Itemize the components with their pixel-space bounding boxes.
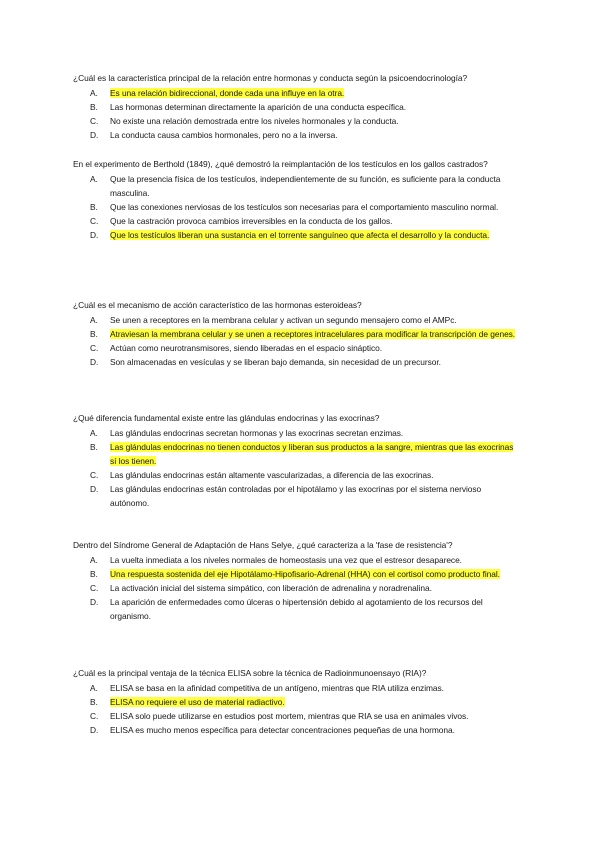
option-b: B. Que las conexiones nerviosas de los testículos son necesarias para el comportamiento masculino normal. (90, 202, 499, 212)
option-text: La activación inicial del sistema simpático, con liberación de adrenalina y noradrenalina. (110, 583, 432, 593)
option-a: A. La vuelta inmediata a los niveles normales de homeostasis una vez que el estresor desaparece. (90, 555, 462, 565)
options-list (73, 172, 513, 242)
option-text-highlighted: Es una relación bidireccional, donde cada una influye en la otra. (110, 88, 345, 98)
option-text: No existe una relación demostrada entre los niveles hormonales y la conducta. (110, 116, 399, 126)
option-text: La vuelta inmediata a los niveles normales de homeostasis una vez que el estresor desaparece. (110, 555, 462, 565)
option-b: B. Una respuesta sostenida del eje Hipotálamo-Hipofisario-Adrenal (HHA) con el cortisol como producto final. (90, 569, 500, 579)
option-d: D. ELISA es mucho menos específica para detectar concentraciones pequeñas de una hormona. (90, 725, 455, 735)
option-b: B. Las glándulas endocrinas no tienen conductos y liberan sus productos a la sangre, mientras que las exocrinas sí los tienen. (90, 442, 514, 466)
question-1 (73, 71, 523, 142)
option-c: C. La activación inicial del sistema simpático, con liberación de adrenalina y noradrenalina. (90, 583, 432, 593)
question-text: Dentro del Síndrome General de Adaptación de Hans Selye, ¿qué caracteriza a la 'fase de resistencia'? (73, 540, 453, 550)
option-c: C. Actúan como neurotransmisores, siendo liberadas en el espacio sináptico. (90, 343, 382, 353)
option-text-highlighted: Una respuesta sostenida del eje Hipotálamo-Hipofisario-Adrenal (HHA) con el cortisol como producto final. (110, 569, 500, 579)
option-c: C. Que la castración provoca cambios irreversibles en la conducta de los gallos. (90, 216, 393, 226)
option-text: Que las conexiones nerviosas de los testículos son necesarias para el comportamiento masculino normal. (110, 202, 499, 212)
option-text: ELISA solo puede utilizarse en estudios post mortem, mientras que RIA se usa en animales vivos. (110, 711, 469, 721)
option-b: B. Las hormonas determinan directamente la aparición de una conducta específica. (90, 102, 406, 112)
option-text-highlighted: ELISA no requiere el uso de material radiactivo. (110, 697, 285, 707)
option-b: B. ELISA no requiere el uso de material radiactivo. (90, 697, 285, 707)
options-list (73, 86, 523, 142)
option-d: D. La aparición de enfermedades como úlceras o hipertensión debido al agotamiento de los recursos del organismo. (90, 597, 483, 621)
option-text: ELISA se basa en la afinidad competitiva de un antígeno, mientras que RIA utiliza enzimas. (110, 683, 444, 693)
option-d: D. Son almacenadas en vesículas y se liberan bajo demanda, sin necesidad de un precursor. (90, 357, 441, 367)
option-a: A. Es una relación bidireccional, donde cada una influye en la otra. (90, 88, 345, 98)
question-5 (73, 538, 525, 623)
question-text: ¿Cuál es la principal ventaja de la técnica ELISA sobre la técnica de Radioinmunoensayo (RIA)? (73, 668, 427, 678)
question-text: En el experimento de Berthold (1849), ¿qué demostró la reimplantación de los testículos en los gallos castrados? (73, 159, 488, 169)
option-text: Se unen a receptores en la membrana celular y activan un segundo mensajero como el AMPc. (110, 315, 457, 325)
options-list (73, 313, 523, 369)
option-b: B. Atraviesan la membrana celular y se unen a receptores intracelulares para modificar la transcripción de genes. (90, 329, 516, 339)
options-list (73, 426, 521, 510)
option-text: Que la castración provoca cambios irreversibles en la conducta de los gallos. (110, 216, 393, 226)
options-list (73, 553, 525, 623)
option-text-highlighted: Atraviesan la membrana celular y se unen a receptores intracelulares para modificar la transcripción de genes. (110, 329, 516, 339)
option-d: D. La conducta causa cambios hormonales, pero no a la inversa. (90, 130, 338, 140)
option-text: Las hormonas determinan directamente la aparición de una conducta específica. (110, 102, 406, 112)
option-c: C. Las glándulas endocrinas están altamente vascularizadas, a diferencia de las exocrinas. (90, 470, 434, 480)
option-c: C. ELISA solo puede utilizarse en estudios post mortem, mientras que RIA se usa en animales vivos. (90, 711, 469, 721)
question-6 (73, 666, 523, 737)
option-d: D. Las glándulas endocrinas están controladas por el hipotálamo y las exocrinas por el sistema nervioso autónomo. (90, 484, 482, 508)
question-text: ¿Cuál es el mecanismo de acción característico de las hormonas esteroideas? (73, 300, 362, 310)
option-text: ELISA es mucho menos específica para detectar concentraciones pequeñas de una hormona. (110, 725, 455, 735)
option-text: La conducta causa cambios hormonales, pero no a la inversa. (110, 130, 338, 140)
option-a: A. ELISA se basa en la afinidad competitiva de un antígeno, mientras que RIA utiliza enzimas. (90, 683, 444, 693)
option-text-highlighted: Las glándulas endocrinas no tienen conductos y liberan sus productos a la sangre, mientras que las exocrinas sí los tienen. (110, 442, 514, 466)
option-text: Actúan como neurotransmisores, siendo liberadas en el espacio sináptico. (110, 343, 382, 353)
question-text: ¿Qué diferencia fundamental existe entre las glándulas endocrinas y las exocrinas? (73, 413, 380, 423)
question-2 (73, 157, 513, 242)
option-text: Son almacenadas en vesículas y se liberan bajo demanda, sin necesidad de un precursor. (110, 357, 441, 367)
option-text: Las glándulas endocrinas están altamente vascularizadas, a diferencia de las exocrinas. (110, 470, 434, 480)
question-text: ¿Cuál es la característica principal de la relación entre hormonas y conducta según la psicoendocrinología? (73, 73, 468, 83)
options-list (73, 681, 523, 737)
option-text: Las glándulas endocrinas están controladas por el hipotálamo y las exocrinas por el sistema nervioso autónomo. (110, 484, 482, 508)
option-a: A. Se unen a receptores en la membrana celular y activan un segundo mensajero como el AMPc. (90, 315, 457, 325)
option-text: La aparición de enfermedades como úlceras o hipertensión debido al agotamiento de los recursos del organismo. (110, 597, 483, 621)
question-4 (73, 411, 521, 510)
option-a: A. Que la presencia física de los testículos, independientemente de su función, es suficiente para la conducta masculina. (90, 174, 501, 198)
option-a: A. Las glándulas endocrinas secretan hormonas y las exocrinas secretan enzimas. (90, 428, 404, 438)
option-text: Que la presencia física de los testículos, independientemente de su función, es suficiente para la conducta masculina. (110, 174, 501, 198)
option-text-highlighted: Que los testículos liberan una sustancia en el torrente sanguíneo que afecta el desarrollo y la conducta. (110, 230, 490, 240)
option-text: Las glándulas endocrinas secretan hormonas y las exocrinas secretan enzimas. (110, 428, 404, 438)
question-3 (73, 298, 523, 369)
option-d: D. Que los testículos liberan una sustancia en el torrente sanguíneo que afecta el desarrollo y la conducta. (90, 230, 490, 240)
option-c: C. No existe una relación demostrada entre los niveles hormonales y la conducta. (90, 116, 399, 126)
